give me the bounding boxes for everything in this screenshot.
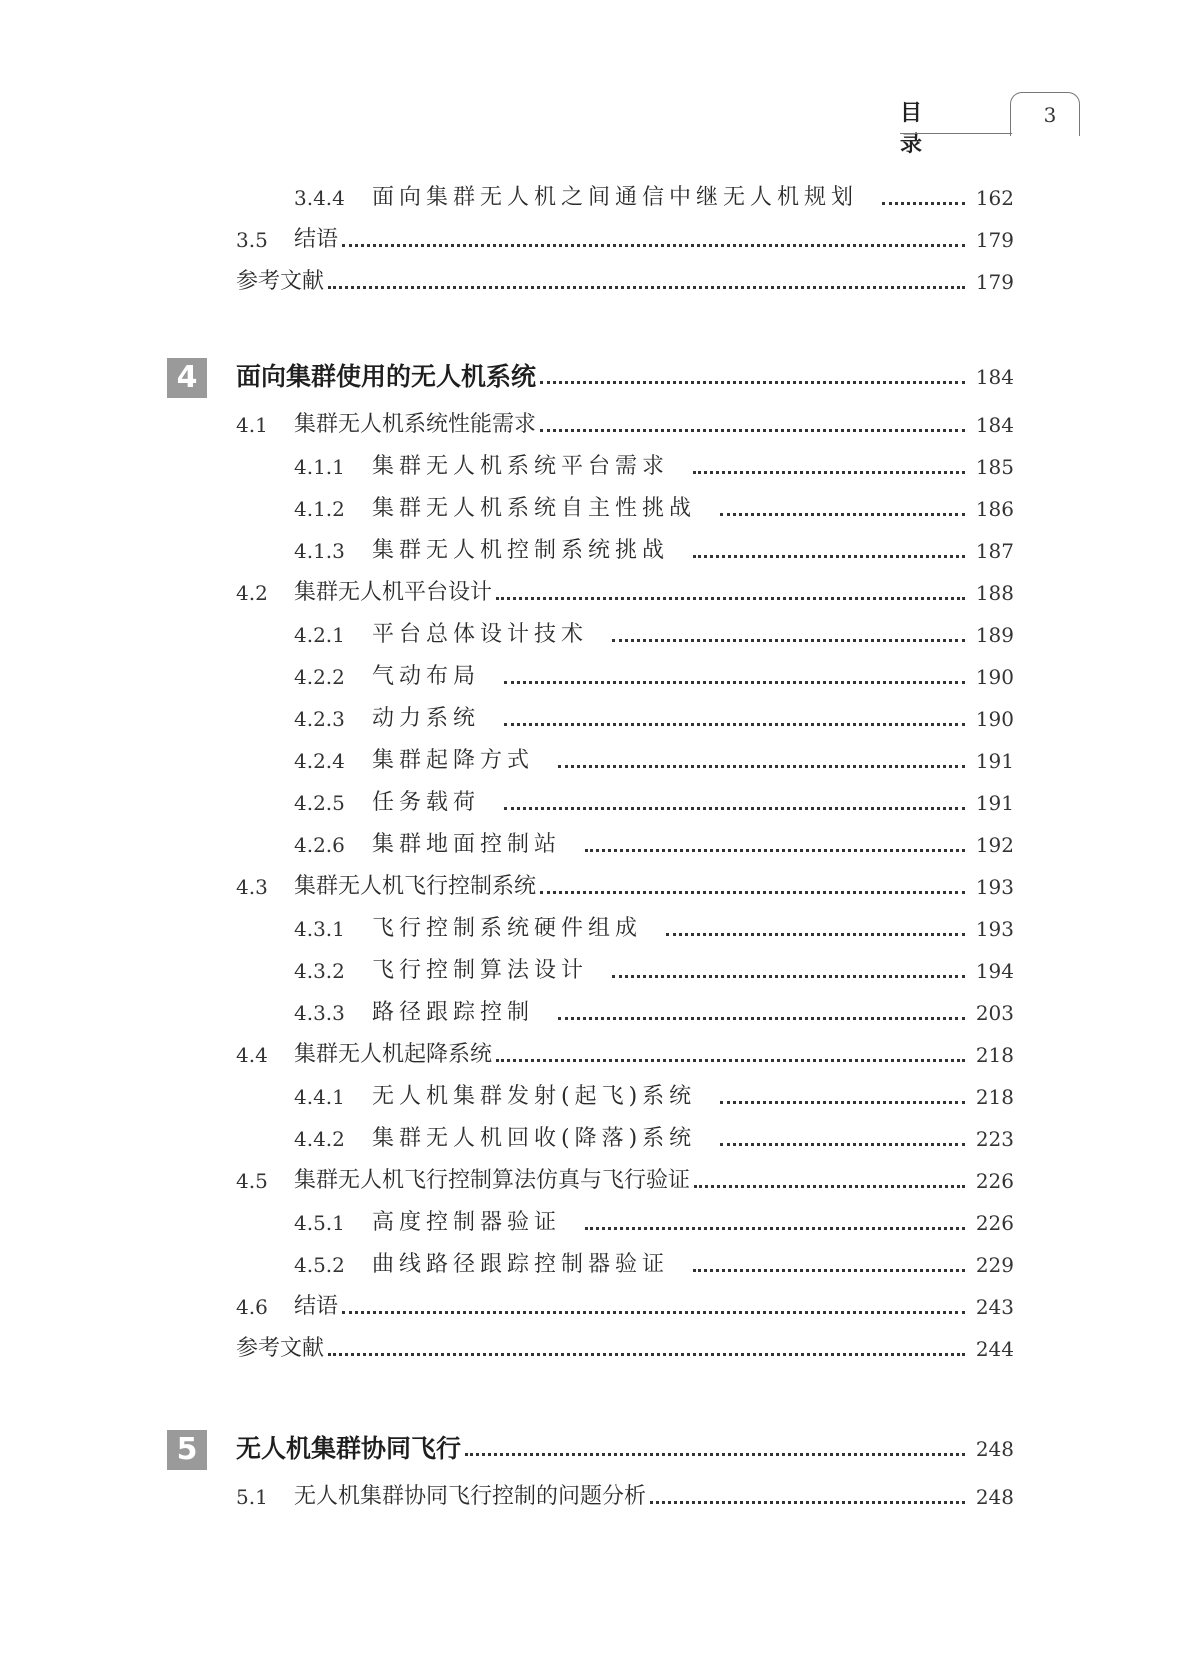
- toc-entry-page: 203: [975, 1001, 1014, 1025]
- dot-leader: [650, 1501, 965, 1504]
- toc-entry-title: 飞行控制系统硬件组成: [372, 916, 643, 941]
- toc-entry[interactable]: [0, 1161, 1200, 1201]
- dot-leader: [882, 202, 965, 205]
- toc-entry-number: 4.2.3: [294, 707, 345, 731]
- dot-leader: [693, 471, 965, 474]
- dot-leader: [558, 1017, 965, 1020]
- toc-entry-title: 曲线路径跟踪控制器验证: [372, 1252, 670, 1277]
- toc-entry-title: 参考文献: [236, 1336, 325, 1361]
- toc-entry-page: 191: [975, 791, 1014, 815]
- toc-entry[interactable]: [0, 262, 1200, 302]
- dot-leader: [720, 1143, 965, 1146]
- toc-entry-number: 5.1: [236, 1485, 268, 1509]
- toc-entry-title: 面向集群无人机之间通信中继无人机规划: [372, 185, 859, 210]
- toc-entry-page: 191: [975, 749, 1014, 773]
- toc-entry[interactable]: [0, 1329, 1200, 1369]
- toc-entry-number: 4.1.2: [294, 497, 345, 521]
- toc-entry-number: 4.2: [236, 581, 268, 605]
- toc-entry-title: 集群无人机平台设计: [294, 580, 493, 605]
- toc-entry-number: 4.1: [236, 413, 268, 437]
- toc-entry-number: 4.4.1: [294, 1085, 345, 1109]
- toc-entry-title: 集群无人机系统性能需求: [294, 412, 537, 437]
- toc-entry-number: 4.4.2: [294, 1127, 345, 1151]
- toc-entry-number: 3.5: [236, 228, 268, 252]
- toc-entry[interactable]: [0, 573, 1200, 613]
- dot-leader: [585, 1227, 965, 1230]
- toc-entry-page: 226: [975, 1169, 1014, 1193]
- toc-entry-page: 192: [975, 833, 1014, 857]
- chapter-title: 无人机集群协同飞行: [236, 1434, 462, 1463]
- toc-entry[interactable]: [0, 447, 1200, 487]
- toc-entry-number: 4.1.1: [294, 455, 345, 479]
- toc-entry-title: 集群无人机控制系统挑战: [372, 538, 670, 563]
- toc-entry-page: 185: [975, 455, 1014, 479]
- toc-entry-page: 190: [975, 665, 1014, 689]
- toc-entry[interactable]: [0, 1477, 1200, 1517]
- dot-leader: [666, 933, 965, 936]
- dot-leader: [720, 513, 965, 516]
- toc-entry-number: 4.3.2: [294, 959, 345, 983]
- toc-entry-number: 4.2.6: [294, 833, 345, 857]
- toc-entry-number: 4.2.1: [294, 623, 345, 647]
- toc-entry-title: 集群无人机起降系统: [294, 1042, 493, 1067]
- toc-entry[interactable]: [0, 657, 1200, 697]
- toc-entry-page: 218: [975, 1043, 1014, 1067]
- toc-entry[interactable]: [0, 825, 1200, 865]
- toc-entry-page: 184: [975, 413, 1014, 437]
- toc-entry-title: 集群无人机系统平台需求: [372, 454, 670, 479]
- toc-entry-title: 集群起降方式: [372, 748, 535, 773]
- toc-entry-title: 集群无人机系统自主性挑战: [372, 496, 697, 521]
- dot-leader: [540, 429, 965, 432]
- toc-entry-title: 结语: [294, 1294, 339, 1319]
- toc-entry-title: 动力系统: [372, 706, 481, 731]
- dot-leader: [540, 381, 965, 384]
- toc-entry-number: 4.4: [236, 1043, 268, 1067]
- toc-entry-number: 4.5.2: [294, 1253, 345, 1277]
- dot-leader: [504, 723, 965, 726]
- toc-entry-title: 集群无人机飞行控制算法仿真与飞行验证: [294, 1168, 691, 1193]
- toc-entry[interactable]: [0, 615, 1200, 655]
- toc-entry[interactable]: [0, 1077, 1200, 1117]
- dot-leader: [612, 975, 965, 978]
- toc-entry-number: 4.5: [236, 1169, 268, 1193]
- toc-entry-page: 187: [975, 539, 1014, 563]
- toc-entry-page: 223: [975, 1127, 1014, 1151]
- dot-leader: [465, 1453, 965, 1456]
- header-page-number: 3: [1043, 103, 1057, 127]
- toc-entry-number: 4.3.1: [294, 917, 345, 941]
- dot-leader: [693, 555, 965, 558]
- toc-entry-page: 194: [975, 959, 1014, 983]
- toc-entry-page: 190: [975, 707, 1014, 731]
- toc-entry[interactable]: [0, 951, 1200, 991]
- dot-leader: [694, 1185, 965, 1188]
- dot-leader: [496, 597, 965, 600]
- toc-entry-title: 气动布局: [372, 664, 481, 689]
- chapter-number-badge: 5: [167, 1430, 207, 1470]
- toc-entry-page: 248: [975, 1485, 1014, 1509]
- toc-entry-number: 4.5.1: [294, 1211, 345, 1235]
- dot-leader: [612, 639, 965, 642]
- chapter-title: 面向集群使用的无人机系统: [236, 362, 537, 391]
- dot-leader: [496, 1059, 965, 1062]
- toc-entry-page: 179: [975, 228, 1014, 252]
- toc-entry[interactable]: [0, 699, 1200, 739]
- toc-entry-title: 集群无人机回收(降落)系统: [372, 1126, 697, 1151]
- toc-entry-number: 4.1.3: [294, 539, 345, 563]
- toc-entry-title: 无人机集群发射(起飞)系统: [372, 1084, 697, 1109]
- toc-entry-page: 193: [975, 917, 1014, 941]
- toc-entry-page: 226: [975, 1211, 1014, 1235]
- toc-entry-title: 结语: [294, 227, 339, 252]
- toc-entry[interactable]: [0, 220, 1200, 260]
- toc-entry[interactable]: [0, 1245, 1200, 1285]
- toc-entry-page: 188: [975, 581, 1014, 605]
- dot-leader: [540, 891, 965, 894]
- toc-entry-page: 244: [975, 1337, 1014, 1361]
- toc-entry-number: 4.2.5: [294, 791, 345, 815]
- toc-entry-title: 高度控制器验证: [372, 1210, 562, 1235]
- header-rule: [900, 133, 1012, 134]
- dot-leader: [328, 286, 965, 289]
- dot-leader: [504, 807, 965, 810]
- toc-entry-number: 4.6: [236, 1295, 268, 1319]
- dot-leader: [693, 1269, 965, 1272]
- chapter-number-badge: 4: [167, 358, 207, 398]
- toc-entry-title: 飞行控制算法设计: [372, 958, 589, 983]
- toc-entry[interactable]: [0, 405, 1200, 445]
- toc-entry-page: 218: [975, 1085, 1014, 1109]
- toc-entry[interactable]: [0, 1287, 1200, 1327]
- toc-entry-page: 193: [975, 875, 1014, 899]
- toc-entry-title: 集群无人机飞行控制系统: [294, 874, 537, 899]
- toc-entry-number: 4.3: [236, 875, 268, 899]
- toc-entry[interactable]: [0, 531, 1200, 571]
- toc-entry[interactable]: [0, 909, 1200, 949]
- chapter-heading[interactable]: [0, 357, 1200, 397]
- toc-entry[interactable]: [0, 783, 1200, 823]
- dot-leader: [585, 849, 965, 852]
- toc-entry-page: 189: [975, 623, 1014, 647]
- toc-entry-page: 162: [975, 186, 1014, 210]
- chapter-heading[interactable]: [0, 1429, 1200, 1469]
- toc-entry-number: 4.2.2: [294, 665, 345, 689]
- dot-leader: [720, 1101, 965, 1104]
- dot-leader: [328, 1353, 965, 1356]
- dot-leader: [342, 244, 965, 247]
- toc-entry[interactable]: [0, 178, 1200, 218]
- toc-entry-title: 参考文献: [236, 269, 325, 294]
- toc-entry-title: 任务载荷: [372, 790, 481, 815]
- toc-entry-page: 186: [975, 497, 1014, 521]
- chapter-page-number: 184: [975, 365, 1014, 389]
- toc-entry-title: 路径跟踪控制: [372, 1000, 535, 1025]
- toc-entry[interactable]: [0, 867, 1200, 907]
- dot-leader: [558, 765, 965, 768]
- toc-entry-page: 179: [975, 270, 1014, 294]
- header-section-title: 目 录: [900, 101, 951, 157]
- toc-entry-title: 集群地面控制站: [372, 832, 562, 857]
- toc-entry[interactable]: [0, 1119, 1200, 1159]
- toc-entry-title: 无人机集群协同飞行控制的问题分析: [294, 1484, 647, 1509]
- dot-leader: [504, 681, 965, 684]
- chapter-page-number: 248: [975, 1437, 1014, 1461]
- toc-entry[interactable]: [0, 1203, 1200, 1243]
- toc-entry-number: 3.4.4: [294, 186, 345, 210]
- toc-entry[interactable]: [0, 489, 1200, 529]
- toc-entry-number: 4.2.4: [294, 749, 345, 773]
- toc-entry[interactable]: [0, 741, 1200, 781]
- toc-entry-title: 平台总体设计技术: [372, 622, 589, 647]
- toc-entry[interactable]: [0, 1035, 1200, 1075]
- toc-entry-number: 4.3.3: [294, 1001, 345, 1025]
- toc-entry-page: 229: [975, 1253, 1014, 1277]
- dot-leader: [342, 1311, 965, 1314]
- toc-entry[interactable]: [0, 993, 1200, 1033]
- toc-entry-page: 243: [975, 1295, 1014, 1319]
